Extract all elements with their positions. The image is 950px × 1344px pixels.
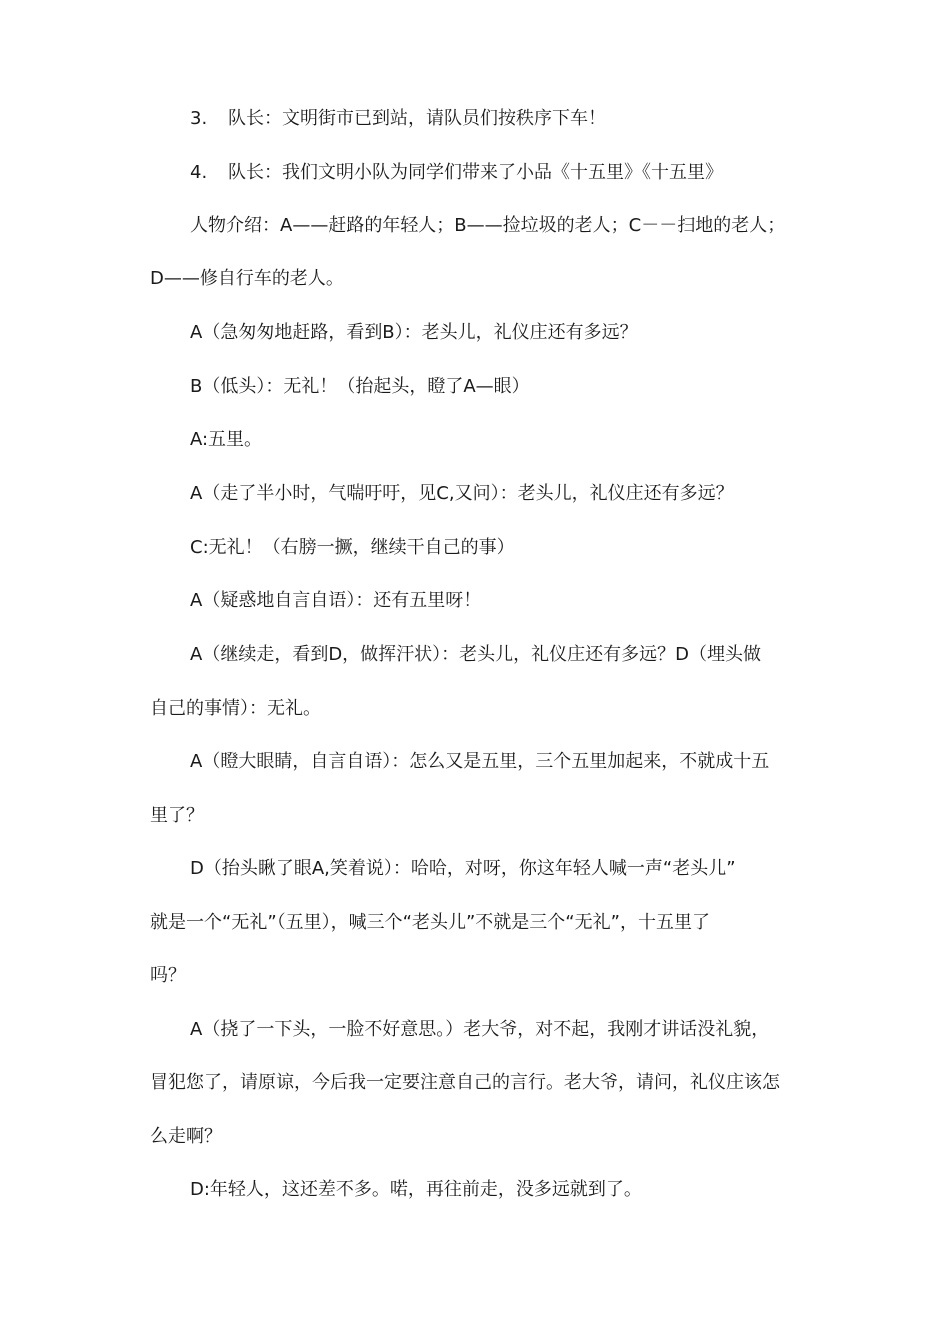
dialogue-paragraph-continued: 里了？ bbox=[150, 805, 204, 826]
dialogue-paragraph: A（走了半小时，气喘吁吁，见C,又问）：老头儿，礼仪庄还有多远？ bbox=[190, 483, 734, 504]
dialogue-paragraph: A（急匆匆地赶路，看到B）：老头儿，礼仪庄还有多远？ bbox=[190, 322, 638, 343]
list-text: 队长：我们文明小队为同学们带来了小品《十五里》《十五里》 bbox=[228, 162, 723, 183]
dialogue-paragraph: D（抬头瞅了眼A,笑着说）：哈哈，对呀，你这年轻人喊一声“老头儿” bbox=[190, 858, 736, 879]
list-number: 4. bbox=[190, 162, 208, 183]
character-intro-line-2: D——修自行车的老人。 bbox=[150, 268, 344, 289]
dialogue-paragraph: C:无礼！（右膀一撅，继续干自己的事） bbox=[190, 537, 515, 558]
dialogue-paragraph-continued: 冒犯您了，请原谅，今后我一定要注意自己的言行。老大爷，请问，礼仪庄该怎 bbox=[150, 1072, 780, 1093]
list-item-4 bbox=[0, 161, 950, 185]
character-intro-line-1: 人物介绍：A——赶路的年轻人；B——捡垃圾的老人；C－－扫地的老人； bbox=[190, 215, 786, 236]
list-number: 3. bbox=[190, 108, 208, 129]
dialogue-paragraph: D:年轻人，这还差不多。喏，再往前走，没多远就到了。 bbox=[190, 1179, 642, 1200]
dialogue-paragraph-continued: 吗？ bbox=[150, 965, 186, 986]
dialogue-paragraph: A（继续走，看到D，做挥汗状）：老头儿，礼仪庄还有多远？D（埋头做 bbox=[190, 644, 762, 665]
dialogue-paragraph-continued: 么走啊？ bbox=[150, 1126, 222, 1147]
dialogue-paragraph: A（疑惑地自言自语）：还有五里呀！ bbox=[190, 590, 482, 611]
list-text: 队长：文明街市已到站，请队员们按秩序下车！ bbox=[228, 108, 606, 129]
list-item-3 bbox=[0, 107, 950, 131]
dialogue-paragraph: B（低头）：无礼！（抬起头，瞪了A—眼） bbox=[190, 376, 530, 397]
dialogue-paragraph: A（瞪大眼睛，自言自语）：怎么又是五里，三个五里加起来，不就成十五 bbox=[190, 751, 770, 772]
dialogue-paragraph: A:五里。 bbox=[190, 429, 263, 450]
dialogue-paragraph: A（挠了一下头，一脸不好意思。）老大爷，对不起，我刚才讲话没礼貌， bbox=[190, 1019, 770, 1040]
dialogue-paragraph-continued: 就是一个“无礼”（五里），喊三个“老头儿”不就是三个“无礼”，十五里了 bbox=[150, 912, 710, 933]
dialogue-paragraph-continued: 自己的事情）：无礼。 bbox=[150, 698, 321, 719]
